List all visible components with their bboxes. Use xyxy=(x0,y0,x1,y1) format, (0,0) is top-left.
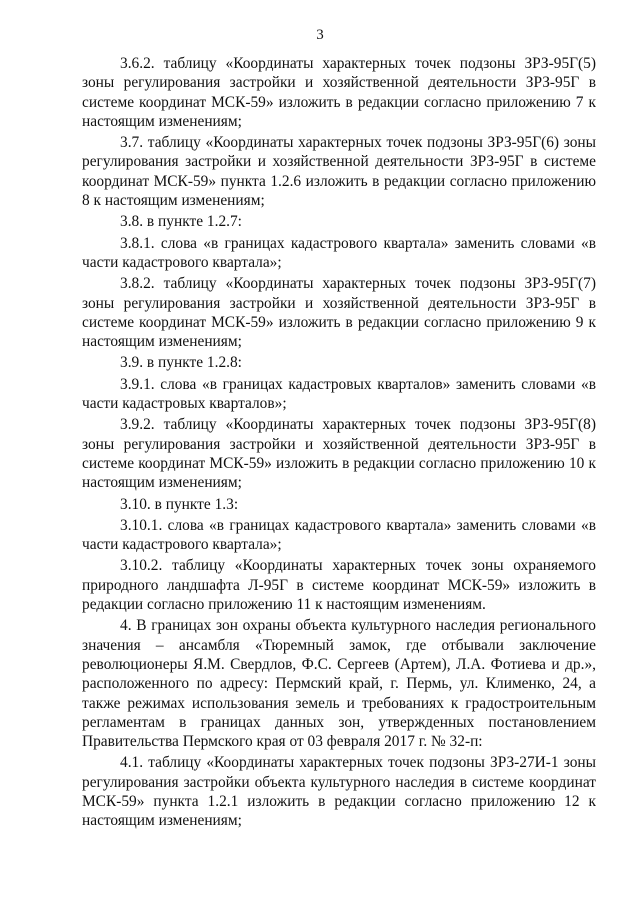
paragraph-3-9-1: 3.9.1. слова «в границах кадастровых кварталов» заменить словами «в части кадастровых кварталов»; xyxy=(82,375,596,413)
document-body xyxy=(82,54,596,831)
paragraph-3-9: 3.9. в пункте 1.2.8: xyxy=(120,354,242,372)
paragraph-3-8-1: 3.8.1. слова «в границах кадастрового квартала» заменить словами «в части кадастрового квартала»; xyxy=(82,234,596,271)
paragraph-4-1: 4.1. таблицу «Координаты характерных точек подзоны ЗРЗ-27И-1 зоны регулирования застройки объекта культурного наследия в системе координат МСК-59» пункта 1.2.1 изложить в редакции согласно приложению 12 к настоящим изменениям; xyxy=(82,754,596,830)
paragraph-3-6-2: 3.6.2. таблицу «Координаты характерных точек подзоны ЗРЗ-95Г(5) зоны регулирования застройки и хозяйственной деятельности ЗРЗ-95Г в системе координат МСК-59» изложить в редакции согласно приложению 7 к настоящим изменениям; xyxy=(82,55,596,130)
paragraph-3-9-2: 3.9.2. таблицу «Координаты характерных точек подзоны ЗРЗ-95Г(8) зоны регулирования застройки и хозяйственной деятельности ЗРЗ-95Г в системе координат МСК-59» изложить в редакции согласно приложению 10 к настоящим изменениям; xyxy=(82,416,596,492)
paragraph-3-8-2: 3.8.2. таблицу «Координаты характерных точек подзоны ЗРЗ-95Г(7) зоны регулирования застройки и хозяйственной деятельности ЗРЗ-95Г в системе координат МСК-59» изложить в редакции согласно приложению 9 к настоящим изменениям; xyxy=(82,275,596,351)
paragraph-4: 4. В границах зон охраны объекта культурного наследия регионального значения – ансамбля «Тюремный замок, где отбывали заключение революционеры Я.М. Свердлов, Ф.С. Сергеев (Артем), Л.А. Фотиева и др.», расположенного по адресу: Пермский край, г. Пермь, ул. Клименко, 24, а также режимах использования земель и требованиях к градостроительным регламентам в границах данных зон, утвержденных постановлением Правительства Пермского края от 03 февраля 2017 г. № 32-п: xyxy=(82,617,596,751)
paragraph-3-7: 3.7. таблицу «Координаты характерных точек подзоны ЗРЗ-95Г(6) зоны регулирования застройки и хозяйственной деятельности ЗРЗ-95Г в системе координат МСК-59» пункта 1.2.6 изложить в редакции согласно приложению 8 к настоящим изменениям; xyxy=(82,134,596,210)
paragraph-3-10: 3.10. в пункте 1.3: xyxy=(120,495,239,513)
paragraph-3-8: 3.8. в пункте 1.2.7: xyxy=(120,213,242,231)
paragraph-3-10-1: 3.10.1. слова «в границах кадастрового квартала» заменить словами «в части кадастрового квартала»; xyxy=(82,516,596,554)
page-number: 3 xyxy=(316,27,324,43)
paragraph-3-10-2: 3.10.2. таблицу «Координаты характерных точек зоны охраняемого природного ландшафта Л-95Г в системе координат МСК-59» изложить в редакции согласно приложению 11 к настоящим изменениям. xyxy=(82,557,596,614)
